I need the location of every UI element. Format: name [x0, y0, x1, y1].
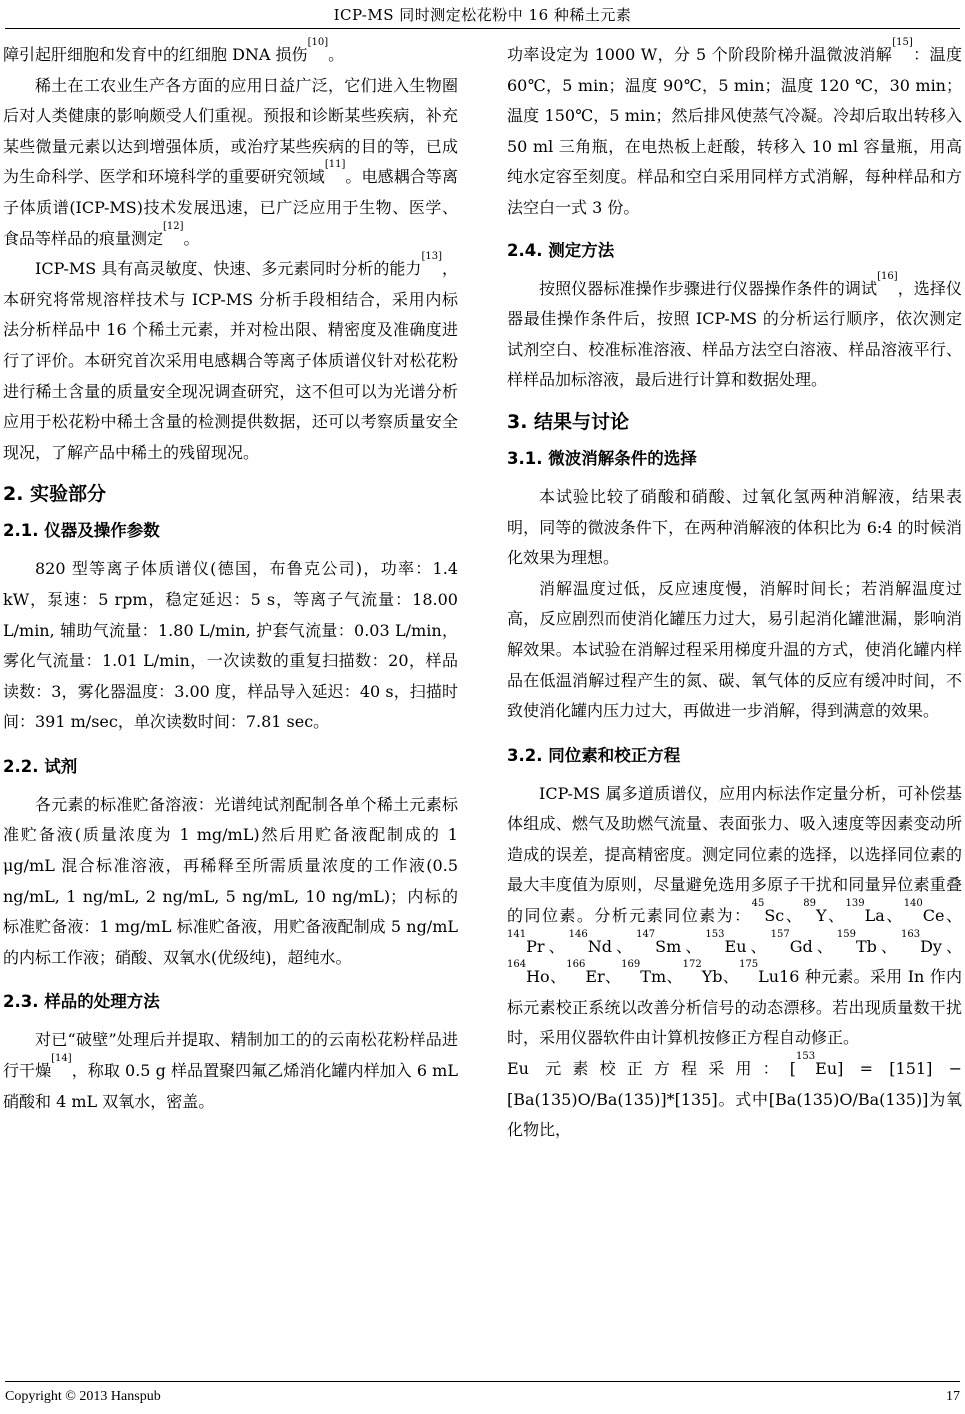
citation: [13]: [421, 251, 442, 263]
isotope-element: La: [864, 906, 885, 926]
paragraph: 本试验比较了硝酸和硝酸、过氧化氢两种消解液，结果表明，同等的微波条件下，在两种消解液的体积比为 6:4 的时候消化效果为理想。: [507, 486, 962, 568]
isotope-mass: 141: [507, 928, 527, 940]
citation: [14]: [51, 1053, 72, 1065]
isotope-mass: 153: [705, 928, 725, 940]
paragraph: ICP-MS 属多道质谱仪，应用内标法作定量分析，可补偿基体组成、燃气及助燃气流量、表面张力、吸入速度等因素变动所造成的误差，提高精密度。测定同位素的选择，以选择同位素的最大丰度值为原则，尽量避免选用多原子干扰和同量异位素重叠的同位素。分析元素同位素为：$^{45}$Sc、$^{89}$Y、$^{139}$La、$^{140}$Ce、$^{141}$Pr、$^{146}$Nd、$^{147}$Sm、$^{153}$Eu、$^{157}$Gd、$^{159}$Tb、$^{163}$Dy、$^{164}$Ho、$^{166}$Er、$^{169}$Tm、$^{172}$Yb、$^{175}$Lu16 种元素。采用 In 作内标元素校正系统以改善分析信号的动态漂移。若出现质量数干扰时，采用仪器软件由计算机按修正方程自动修正。: [507, 783, 962, 1048]
isotope-element: Er: [585, 967, 605, 987]
section-heading: 2. 实验部分: [3, 483, 107, 506]
isotope-element: Pr: [526, 936, 545, 956]
isotope-mass: 169: [621, 959, 641, 971]
paragraph: 对已“破壁”处理后并提取、精制加工的的云南松花粉样品进行干燥[14]，称取 0.5 g 样品置聚四氟乙烯消化罐内样加入 6 mL 硝酸和 4 mL 双氧水，密盖。: [3, 1030, 458, 1111]
paragraph: 障引起肝细胞和发育中的红细胞 DNA 损伤[10]。: [3, 37, 345, 64]
isotope-element: Tm: [640, 967, 667, 987]
paragraph: Eu 元素校正方程采用：[$^{153}$Eu] = [151] − [Ba(135)O/Ba(135)]*[135]。式中[Ba(135)O/Ba(135)]为氧化物比，: [507, 1051, 962, 1140]
citation: [15]: [892, 37, 913, 48]
subsection-heading: 2.2. 试剂: [3, 756, 78, 776]
isotope-mass: 164: [507, 959, 527, 971]
footer-rule: [5, 1381, 960, 1382]
isotope-mass: 157: [770, 928, 790, 940]
citation: [11]: [324, 159, 346, 171]
paragraph: 消解温度过低，反应速度慢，消解时间长；若消解温度过高，反应剧烈而使消化罐压力过大，易引起消化罐泄漏，影响消解效果。本试验在消解过程采用梯度升温的方式，使消化罐内样品在低温消解过程产生的氮、碳、氧气体的反应有缓冲时间，不致使消化罐内压力过大，再做进一步消解，得到满意的效果。: [507, 578, 962, 721]
isotope-mass: 140: [903, 898, 923, 910]
isotope-element: Ce: [922, 906, 945, 926]
isotope-mass: 45: [751, 898, 765, 910]
isotope-element: Gd: [789, 936, 813, 956]
isotope-mass: 89: [803, 898, 816, 910]
paragraph: 稀土在工农业生产各方面的应用日益广泛，它们进入生物圈后对人类健康的影响颇受人们重视。预报和诊断某些疾病，补充某些微量元素以达到增强体质，或治疗某些疾病的目的等，已成为生命科学、医学和环境科学的重要研究领域[11]。电感耦合等离子体质谱(ICP-MS)技术发展迅速，已广泛应用于生物、医学、食品等样品的痕量测定[12]。: [3, 75, 458, 248]
citation: [16]: [877, 270, 898, 282]
mass-number: 153: [796, 1051, 816, 1063]
isotope-element: Nd: [587, 936, 612, 956]
page-number: 17: [946, 1389, 960, 1404]
isotope-element: Lu16: [758, 967, 800, 987]
isotope-element: Yb: [701, 967, 723, 987]
isotope-mass: 175: [739, 959, 759, 971]
isotope-mass: 172: [682, 959, 702, 971]
isotope-mass: 139: [845, 898, 865, 910]
isotope-mass: 163: [900, 928, 921, 940]
paragraph: 按照仪器标准操作步骤进行仪器操作条件的调试[16]，选择仪器最佳操作条件后，按照 ICP-MS 的分析运行顺序，依次测定试剂空白、校准标准溶液、样品方法空白溶液、样品溶液平行、样样品加标溶液，最后进行计算和数据处理。: [507, 270, 962, 390]
isotope-element: Tb: [855, 936, 877, 956]
isotope-mass: 166: [566, 959, 586, 971]
header-rule: [5, 28, 960, 29]
copyright: Copyright © 2013 Hanspub: [5, 1389, 161, 1404]
subsection-heading: 2.4. 测定方法: [507, 240, 615, 260]
paragraph: 功率设定为 1000 W，分 5 个阶段阶梯升温微波消解[15]：温度 60℃，5 min；温度 90℃，5 min；温度 120 ℃，30 min；温度 150℃，5 min；然后排风使蒸气冷凝。冷却后取出转移入 50 ml 三角瓶，在电热板上赶酸，转移入 10 ml 容量瓶，用高纯水定容至刻度。样品和空白采用同样方式消解，每种样品和方法空白一式 3 份。: [507, 37, 962, 217]
citation: [12]: [163, 220, 184, 232]
subsection-heading: 2.3. 样品的处理方法: [3, 992, 160, 1012]
subsection-heading: 2.1. 仪器及操作参数: [3, 521, 160, 541]
paragraph: ICP-MS 具有高灵敏度、快速、多元素同时分析的能力[13]，本研究将常规溶样技术与 ICP-MS 分析手段相结合，采用内标法分析样品中 16 个稀土元素，并对检出限、精密度及准确度进行了评价。本研究首次采用电感耦合等离子体质谱仪针对松花粉进行稀土含量的质量安全现况调查研究，这不但可以为光谱分析应用于松花粉中稀土含量的检测提供数据，还可以考察质量安全现况，了解产品中稀土的残留现况。: [3, 251, 458, 462]
isotope-element: Y: [815, 906, 827, 926]
isotope-element: Ho: [526, 967, 550, 987]
isotope-element: Sc: [764, 906, 785, 926]
running-header: ICP-MS 同时测定松花粉中 16 种稀土元素: [333, 6, 632, 24]
subsection-heading: 3.1. 微波消解条件的选择: [507, 448, 697, 468]
paragraph: 820 型等离子体质谱仪(德国，布鲁克公司)，功率：1.4 kW，泵速：5 rpm，稳定延迟：5 s，等离子气流量：18.00 L/min, 辅助气流量：1.80 L/min, 护套气流量：0.03 L/min，雾化气流量：1.01 L/min，一次读数的重复扫描数：20，样品读数：3，雾化器温度：3.00 度，样品导入延迟：40 s，扫描时间：391 m/sec，单次读数时间：7.81 sec。: [3, 559, 458, 732]
isotope-element: Dy: [920, 936, 942, 956]
section-heading: 3. 结果与讨论: [507, 410, 630, 433]
isotope-mass: 146: [568, 928, 588, 940]
right-column: [507, 37, 962, 1146]
left-column: [3, 37, 458, 1117]
isotope-mass: 159: [836, 928, 856, 940]
isotope-mass: 147: [636, 928, 656, 940]
isotope-element: Sm: [655, 936, 682, 956]
citation: [10]: [307, 37, 329, 48]
isotope-list: $^{45}$Sc、$^{89}$Y、$^{139}$La、$^{140}$Ce、$^{141}$Pr、$^{146}$Nd、$^{147}$Sm、$^{153}$Eu、$^{157}$Gd、$^{159}$Tb、$^{163}$Dy、$^{164}$Ho、$^{166}$Er、$^{169}$Tm、$^{172}$Yb、$^{175}$Lu16: [507, 898, 962, 987]
isotope-element: Eu: [724, 936, 747, 956]
subsection-heading: 3.2. 同位素和校正方程: [507, 745, 681, 765]
paragraph: 各元素的标准贮备溶液：光谱纯试剂配制各单个稀土元素标准贮备液(质量浓度为 1 mg/mL)然后用贮备液配制成的 1 μg/mL 混合标准溶液，再稀释至所需质量浓度的工作液(0.5 ng/mL, 1 ng/mL, 2 ng/mL, 5 ng/mL, 10 ng/mL)；内标的标准贮备液：1 mg/mL 标准贮备液，用贮备液配制成 5 ng/mL 的内标工作液；硝酸、双氧水(优级纯)，超纯水。: [3, 794, 458, 967]
